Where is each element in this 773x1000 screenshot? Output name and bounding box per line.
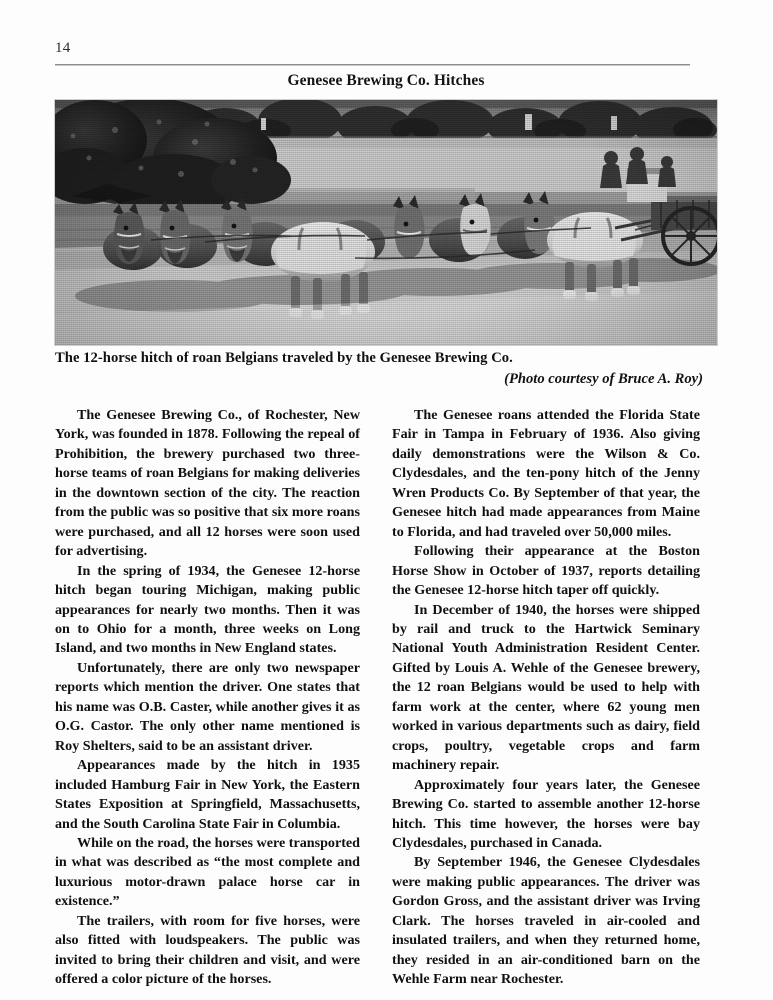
body-paragraph: Unfortunately, there are only two newspaper reports which mention the driver. One states that his name was O.B. Caster, while another gives it as O.G. Castor. The only other name mentioned is Roy Shelters, said to be an assistant driver. (55, 659, 360, 754)
hitch-photograph (55, 100, 717, 345)
body-paragraph: While on the road, the horses were transported in what was described as “the most complete and luxurious motor-drawn palace horse car in existence.” (55, 834, 360, 910)
running-head: Genesee Brewing Co. Hitches (287, 72, 485, 89)
body-column-right (392, 406, 700, 990)
body-paragraph: The trailers, with room for five horses, were also fitted with loudspeakers. The public was invited to bring their children and visit, and were offered a color picture of the horses. (55, 912, 360, 988)
body-paragraph: The Genesee Brewing Co., of Rochester, New York, was founded in 1878. Following the repeal of Prohibition, the brewery purchased two three-horse teams of roan Belgians for making deliveries in the downtown section of the city. The reaction from the public was so positive that six more roans were purchased, and all 12 horses were soon used for advertising. (55, 407, 360, 560)
body-paragraph: By September 1946, the Genesee Clydesdales were making public appearances. The driver was Gordon Gross, and the assistant driver was Irving Clark. The horses traveled in air-cooled and insulated trailers, and when they returned home, they resided in an air-conditioned barn on the Wehle Farm near Rochester. (392, 854, 700, 988)
body-paragraph: Following their appearance at the Boston Horse Show in October of 1937, reports detailing the Genesee 12-horse hitch taper off quickly. (392, 543, 700, 599)
photograph-artwork (55, 100, 717, 345)
body-paragraph: Appearances made by the hitch in 1935 included Hamburg Fair in New York, the Eastern States Exposition at Springfield, Massachusetts, and the South Carolina State Fair in Columbia. (55, 757, 360, 832)
page-number: 14 (55, 40, 71, 56)
header-divider (55, 64, 690, 66)
body-paragraph: In December of 1940, the horses were shipped by rail and truck to the Hartwick Seminary National Youth Administration Resident Center. Gifted by Louis A. Wehle of the Genesee brewery, the 12 roan Belgians would be used to help with farm work at the center, where 62 young men worked in various departments such as dairy, field crops, poultry, vegetable crops and farm machinery repair. (392, 601, 700, 774)
photo-credit: (Photo courtesy of Bruce A. Roy) (504, 371, 703, 387)
body-column-left (55, 406, 360, 990)
body-paragraph: The Genesee roans attended the Florida State Fair in Tampa in February of 1936. Also giving daily demonstrations were the Wilson & Co. Clydesdales, and the ten-pony hitch of the Jenny Wren Products Co. By September of that year, the Genesee hitch had made appearances from Maine to Florida, and had traveled over 50,000 miles. (392, 407, 700, 540)
body-paragraph: In the spring of 1934, the Genesee 12-horse hitch began touring Michigan, making public appearances for nearly two months. Then it was on to Ohio for a month, three weeks on Long Island, and two months in New England states. (55, 562, 360, 657)
figure-caption: The 12-horse hitch of roan Belgians traveled by the Genesee Brewing Co. (55, 350, 513, 366)
body-paragraph: Approximately four years later, the Genesee Brewing Co. started to assemble another 12-horse hitch. This time however, the horses were bay Clydesdales, purchased in Canada. (392, 776, 700, 851)
